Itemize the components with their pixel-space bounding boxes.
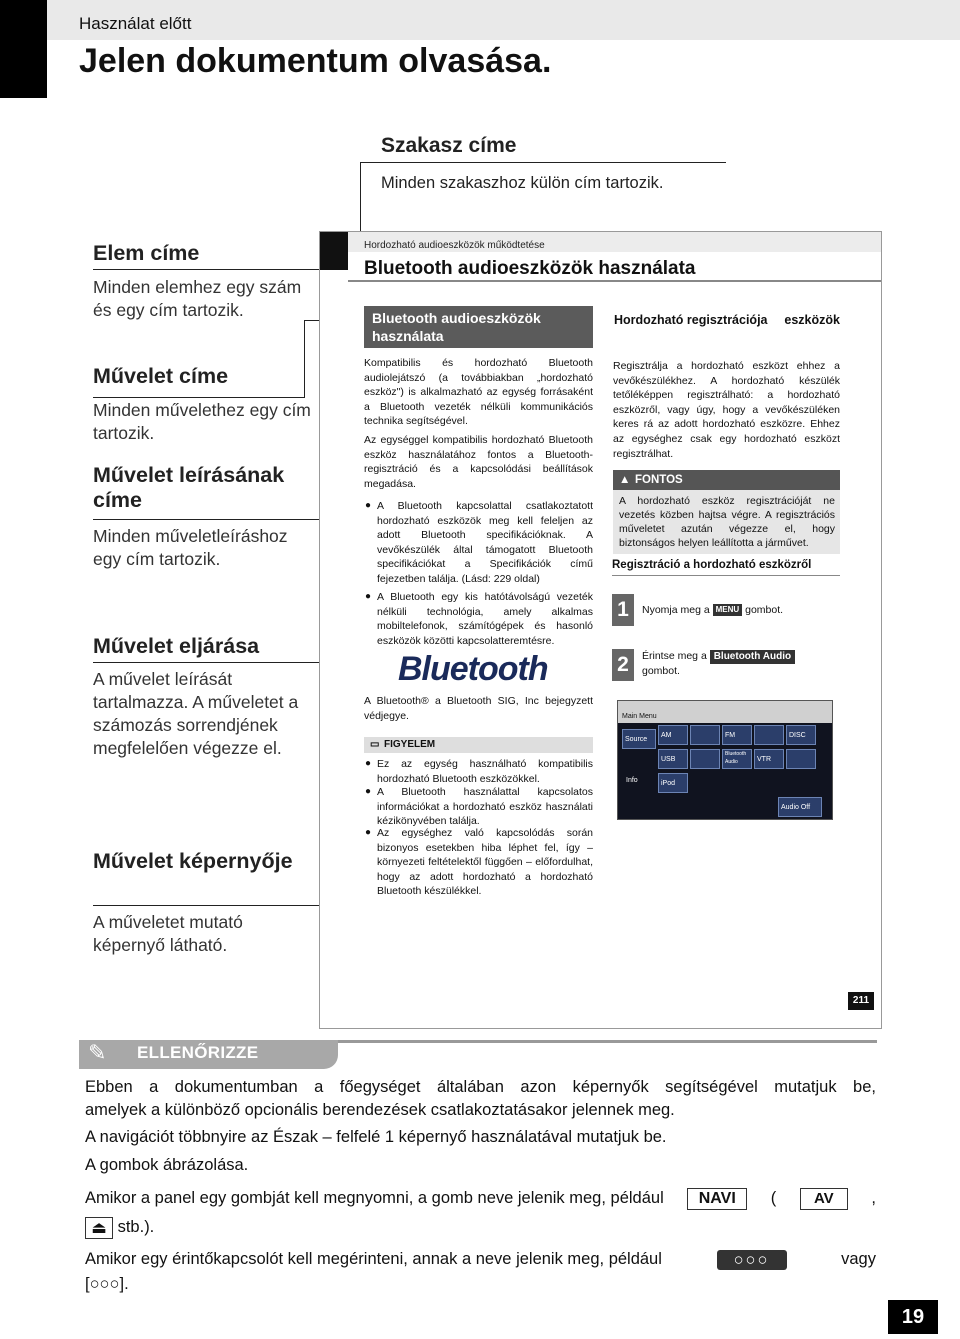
screen-usb-icon-button — [690, 749, 720, 769]
check-paragraph-5b: [○○○]. — [85, 1275, 129, 1293]
sample-para2: Az egységgel kompatibilis hordozható Bluetooth eszköz használatához fontos a Bluetooth-regisztráció és a kapcsolódási beállítások megadása. — [364, 434, 593, 490]
screen-fm-button: FM — [722, 725, 752, 745]
sample-figyelem-label: FIGYELEM — [384, 739, 436, 750]
callout-line — [93, 269, 349, 270]
check-paragraph-4b — [85, 1216, 876, 1239]
screen-audio-off-button: Audio Off — [778, 797, 822, 817]
comma: , — [871, 1189, 876, 1207]
screen-title: Main Menu — [622, 713, 657, 720]
sample-operation-title-right: eszközök — [784, 313, 840, 327]
screen-fm-icon-button — [754, 725, 784, 745]
av-button: AV — [800, 1188, 848, 1210]
book-icon: ▭ — [370, 739, 380, 750]
screen-am-button: AM — [658, 725, 688, 745]
step-2-text — [642, 649, 827, 679]
sample-reg-title: Regisztráció a hordozható eszközről — [612, 559, 812, 571]
pencil-icon: ✎ — [88, 1040, 107, 1065]
callout-operation-screen: Művelet képernyője — [93, 849, 293, 873]
check-paragraph-1b: amelyek a különböző opcionális berendezések csatlakoztatásakor jelennek meg. — [85, 1101, 675, 1119]
sample-title: Bluetooth audioeszközök használata — [364, 258, 696, 279]
callout-operation-procedure: Művelet eljárása — [93, 634, 260, 658]
header-section-label: Használat előtt — [79, 14, 192, 33]
step-1-text-b: gombot. — [745, 604, 784, 616]
step-2-text-a: Érintse meg a — [642, 650, 707, 662]
callout-operation-title: Művelet címe — [93, 364, 229, 388]
callout-operation-desc-title: Művelet leírásának címe — [93, 463, 285, 512]
sample-bullet2: ● A Bluetooth egy kis hatótávolságú vezeték nélküli technológia, amely alkalmas mobiltelefonok, számítógépek és hasonló eszközök közötti kapcsolatteremtésre. — [377, 590, 593, 648]
callout-line — [360, 162, 361, 240]
sample-note1: ● Ez az egység használható kompatibilis hordozható Bluetooth eszközökkel. — [377, 757, 593, 786]
check-paragraph-5-or: vagy — [841, 1250, 876, 1268]
callout-operation-screen-desc: A műveletet mutató képernyő látható. — [93, 912, 243, 955]
warning-icon: ▲ — [619, 474, 631, 486]
sample-para1: Kompatibilis és hordozható Bluetooth audiolejátszó (a továbbiakban „hordozható eszköz") is alkalmazható az egység forrásaként a Bluetooth vezeték nélküli kommunikációs technika segítségével. — [364, 357, 593, 428]
open-paren: ( — [770, 1189, 777, 1207]
eject-button-icon: ⏏ — [85, 1217, 113, 1239]
sample-section: Hordozható audioeszközök működtetése — [364, 240, 545, 251]
check-paragraph-4-text: Amikor a panel egy gombját kell megnyomni, a gomb neve jelenik meg, például — [85, 1189, 664, 1207]
check-paragraph-4 — [85, 1187, 876, 1210]
sample-operation-title — [614, 312, 840, 329]
section-tab-marker — [0, 0, 47, 98]
step-1-text-a: Nyomja meg a — [642, 604, 710, 616]
check-paragraph-5 — [85, 1248, 876, 1271]
sample-item-title: Bluetooth audioeszközök használata — [364, 306, 593, 348]
callout-operation-desc: Minden művelethez egy cím tartozik. — [93, 400, 311, 443]
screen-usb-button: USB — [658, 749, 688, 769]
screen-source-button: Source — [622, 729, 656, 749]
sample-fontos-header — [613, 470, 840, 490]
check-paragraph-5-text: Amikor egy érintőkapcsolót kell megérinteni, annak a neve jelenik meg, például — [85, 1250, 662, 1268]
sample-tab-marker — [320, 232, 348, 270]
step-number-2: 2 — [612, 649, 634, 681]
callout-line — [304, 320, 305, 398]
sample-page — [319, 231, 882, 1029]
sample-note2: ● A Bluetooth használattal kapcsolatos információkat a hordozható eszköz használati kézikönyvében találja. — [377, 785, 593, 829]
check-title: ELLENŐRIZZE — [137, 1043, 259, 1062]
callout-item-desc: Minden elemhez egy szám és egy cím tartozik. — [93, 277, 302, 320]
touch-key-example: ○○○ — [717, 1250, 787, 1270]
check-paragraph-2: A navigációt többnyire az Észak – felfelé 1 képernyő használatával mutatjuk be. — [85, 1128, 667, 1146]
sample-screenshot — [617, 700, 833, 820]
sample-trademark: A Bluetooth® a Bluetooth SIG, Inc bejegyzett védjegye. — [364, 695, 593, 722]
step-1-text — [642, 604, 783, 616]
sample-bullet1: ● A Bluetooth kapcsolattal csatlakoztatott hordozható eszközök meg kell feleljen az adott Bluetooth specifikációknak. A vevőkészülék által támogatott Bluetooth specifikációkat a Specifikációk című fejezetben találja. (Lásd: 229 oldal) — [377, 499, 593, 587]
check-paragraph-4b-text: stb.). — [117, 1218, 155, 1236]
sample-fontos-label: FONTOS — [635, 474, 683, 486]
step-2-text-b: gombot. — [642, 665, 680, 677]
screen-bt-audio-button: Bluetooth Audio — [722, 749, 752, 769]
sample-operation-title-left: Hordozható regisztrációja — [614, 313, 768, 327]
callout-operation-procedure-desc: A művelet leírását tartalmazza. A műveletet a számozás sorrendjének megfelelően végezze el. — [93, 669, 299, 758]
screen-ipod-button: iPod — [658, 773, 688, 793]
screen-disc-button: DISC — [786, 725, 816, 745]
screen-info-label: Info — [626, 777, 638, 784]
callout-line — [93, 397, 304, 398]
screen-am-icon-button — [690, 725, 720, 745]
page-number: 19 — [888, 1300, 938, 1334]
callout-item-title: Elem címe — [93, 241, 200, 265]
menu-key: MENU — [713, 604, 743, 616]
sample-title-rule — [348, 280, 881, 282]
screen-vtr-icon-button — [786, 749, 816, 769]
page-title: Jelen dokumentum olvasása. — [79, 42, 552, 80]
step-number-1: 1 — [612, 594, 634, 626]
navi-button: NAVI — [687, 1188, 747, 1210]
sample-note3: ● Az egységhez való kapcsolódás során bizonyos esetekben hiba léphet fel, így – környezeti feltételektől függően – előfordulhat, hogy az adott hordozható a hordozható Bluetooth készülékkel. — [377, 826, 593, 899]
check-paragraph-1: Ebben a dokumentumban a főegységet általában azon képernyők segítségével mutatjuk be, — [85, 1078, 876, 1096]
screen-vtr-button: VTR — [754, 749, 784, 769]
sample-page-number: 211 — [848, 992, 874, 1010]
sample-fontos-box — [613, 470, 840, 554]
callout-operation-desc-desc: Minden műveletleíráshoz egy cím tartozik. — [93, 526, 288, 569]
callout-line — [360, 162, 726, 163]
sample-fontos-text: A hordozható eszköz regisztrációját ne vezetés közben hajtsa végre. A regisztrációs műveletet azután végezze el, hogy biztonságos helyen leállította a járművet. — [619, 495, 835, 549]
callout-section-title: Szakasz címe — [381, 134, 517, 157]
check-paragraph-3: A gombok ábrázolása. — [85, 1156, 249, 1174]
callout-section-desc: Minden szakaszhoz külön cím tartozik. — [381, 174, 664, 192]
sample-figyelem-bar — [364, 737, 593, 753]
bluetooth-audio-key: Bluetooth Audio — [710, 650, 795, 664]
bluetooth-logo: Bluetooth — [398, 650, 548, 688]
sample-reg-rule — [612, 575, 840, 576]
sample-right-para: Regisztrálja a hordozható eszközt ehhez a vevőkészülékhez. A hordozható készülék tetőléképpen regisztrálható: a hordozható eszközről, vagy úgy, hogy a vevőkészüléken keres rá az adott hordozható eszközre. Ehhez az egységhez csak egy hordozható eszközt regisztrálhat. — [613, 360, 840, 460]
